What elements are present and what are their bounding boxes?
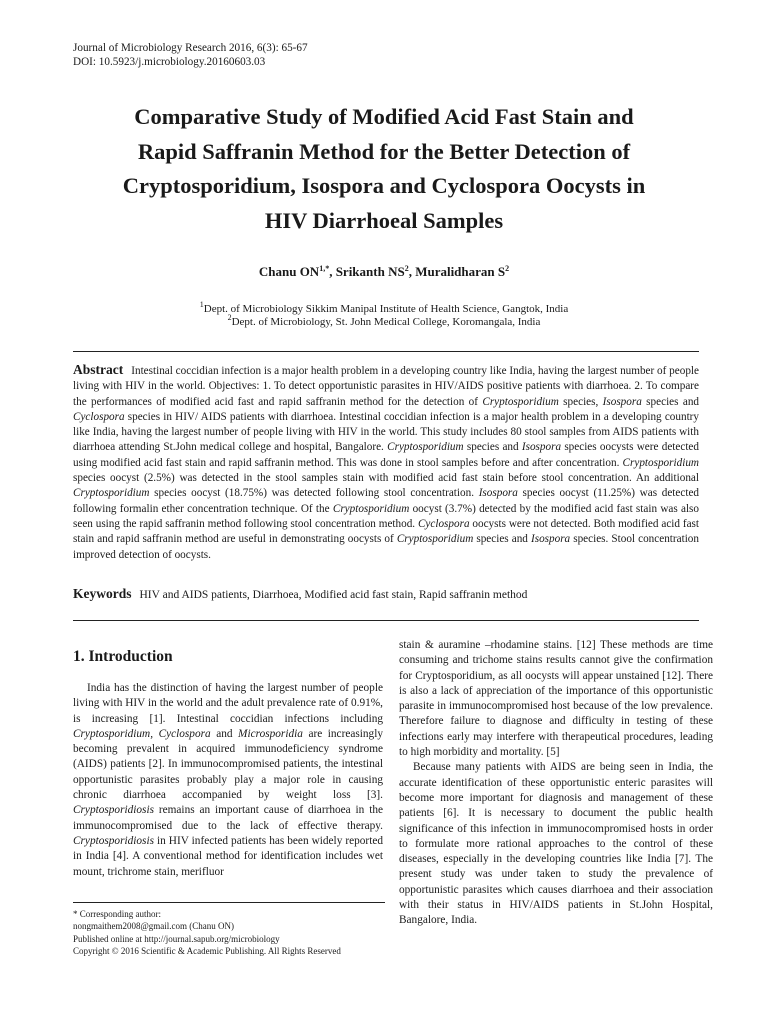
paragraph-text: and	[210, 727, 239, 740]
keywords	[73, 586, 699, 602]
title-line-3: Cryptosporidium, Isospora and Cyclospora Oocysts in	[122, 173, 646, 198]
paragraph-text: remains an important cause of diarrhoea in the immunocompromised due to the lack of effective therapy.	[73, 804, 383, 832]
author-2-sup: 2	[404, 264, 409, 273]
journal-header	[73, 42, 308, 69]
abstract-text: species and	[463, 441, 522, 454]
footnote-corresponding: * Corresponding author:	[73, 909, 161, 919]
abstract-text: species oocyst (18.75%) was detected following stool concentration.	[149, 487, 479, 500]
abstract-text: species. Stool concentration improved detection of oocysts.	[73, 533, 699, 561]
title-line-2: Rapid Saffranin Method for the Better Detection of	[137, 138, 631, 164]
abstract-italic: Isospora	[478, 487, 518, 500]
affiliation-2	[60, 313, 708, 329]
paragraph-italic: Cryptosporidium, Cyclospora	[73, 727, 211, 740]
abstract-italic: Cryptosporidium	[482, 395, 559, 408]
section-heading-introduction: 1. Introduction	[73, 648, 173, 665]
paragraph-italic: Cryptosporidiosis	[73, 834, 154, 847]
right-paragraph-2: Because many patients with AIDS are being seen in India, the accurate identification of these opportunistic enteric parasites will become more important for diagnosis and management of these patients [6]. It is necessary to document the public health significance of this infection in immunocompromised hosts in order to formulate more rational approaches to the control of these diseases, especially in the developing countries like India [7]. The present study was under taken to study the prevalence of opportunistic parasites which causes diarrhoea and their association with their status in HIV/AIDS patients in St.John Hospital, Bangalore, India.	[399, 761, 713, 927]
abstract-text: species oocysts were detected using modified acid fast stain and rapid saffranin method. This was done in stool samples before and after concentration.	[73, 441, 699, 469]
paragraph-italic: Cryptosporidiosis	[73, 804, 154, 817]
abstract-text: species and	[641, 395, 700, 408]
author-1-sup: 1,*	[319, 264, 330, 273]
affiliations	[60, 300, 708, 329]
left-column	[73, 681, 383, 880]
title-line-1: Comparative Study of Modified Acid Fast Stain and	[134, 104, 634, 129]
abstract-text: species,	[558, 395, 603, 408]
abstract-text: Intestinal coccidian infection is a major health problem in a developing country like India, having the largest number of people living with HIV in the world. Objectives: 1. To detect opportunistic parasites in HIV/AIDS positive patients with diarrhoea. 2. To compare the performances of modified acid fast and rapid saffranin method for the detection of	[73, 365, 699, 408]
abstract-italic: Cryptosporidium	[396, 533, 474, 546]
keywords-text: HIV and AIDS patients, Diarrhoea, Modified acid fast stain, Rapid saffranin method	[139, 589, 528, 601]
abstract-italic: Isospora	[602, 395, 642, 408]
footnote-email: nongmaithem2008@gmail.com (Chanu ON)	[73, 921, 235, 932]
footnote-copyright: Copyright © 2016 Scientific & Academic Publishing. All Rights Reserved	[73, 945, 341, 956]
title-line-4: HIV Diarrhoeal Samples	[264, 207, 504, 233]
paragraph-italic: Microsporidia	[238, 727, 303, 740]
abstract-text: oocyst (3.7%) detected by the modified acid fast stain was also seen using the rapid saffranin method following stool concentration method.	[73, 502, 700, 530]
footnote-published: Published online at http://journal.sapub.org/microbiology	[73, 933, 280, 944]
affiliation-1-sup: 1	[199, 300, 204, 309]
abstract-italic: Cryptosporidium	[622, 456, 699, 469]
journal-citation: Journal of Microbiology Research 2016, 6(3): 65-67	[73, 42, 308, 54]
keywords-heading: Keywords	[73, 586, 132, 601]
paper-title	[60, 100, 708, 238]
abstract-text: species and	[473, 533, 531, 546]
abstract	[73, 362, 699, 563]
journal-doi: DOI: 10.5923/j.microbiology.20160603.03	[73, 55, 266, 68]
author-3-sup: 2	[505, 264, 510, 273]
paragraph-text: in HIV infected patients has been widely reported in India [4]. A conventional method for identification includes wet mount, trichrome stain, merifluor	[73, 834, 383, 878]
paragraph-text: India has the distinction of having the largest number of people living with HIV in the world and the adult prevalence rate of 0.91%, is increasing [1]. Intestinal coccidian infections including	[73, 682, 383, 725]
affiliation-2-sup: 2	[227, 313, 232, 322]
abstract-text: oocysts were not detected. Both modified acid fast stain and rapid saffranin method are useful in demonstrating oocysts of	[73, 517, 699, 546]
footnote-rule	[73, 902, 385, 903]
abstract-text: species in HIV/ AIDS patients with diarrhoea. Intestinal coccidian infection is a major health problem in a developing country like India, having the largest number of people living with HIV in the world. This study includes 80 stool samples from AIDS patients with diarrhoea attending St.John medical college and hospital, Bangalore.	[73, 410, 699, 454]
intro-paragraph-1	[73, 681, 383, 880]
abstract-text: species oocyst (2.5%) was detected in the stool samples stain with modified acid fast stain before stool concentration. An additional	[73, 472, 699, 485]
keywords-bottom-rule	[73, 620, 699, 621]
author-list	[60, 264, 708, 280]
paragraph-text: are increasingly becoming prevalent in acquired immunodeficiency syndrome (AIDS) patients [2]. In immunocompromised patients, the intestinal opportunistic parasites probably play a major role in causing chronic diarrhoea accompanied by weight loss [3].	[73, 727, 383, 802]
affiliation-2-text: Dept. of Microbiology, St. John Medical College, Koromangala, India	[231, 316, 541, 328]
abstract-heading: Abstract	[73, 362, 124, 377]
abstract-italic: Cyclospora	[417, 517, 470, 530]
abstract-italic: Isospora	[521, 441, 562, 454]
right-column	[399, 638, 713, 929]
author-3: , Muralidharan S	[408, 264, 506, 279]
footnote	[73, 908, 383, 957]
abstract-italic: Cryptosporidium	[332, 502, 410, 515]
abstract-text: species oocyst (11.25%) was detected following formalin ether concentration technique. Of the	[73, 487, 700, 515]
abstract-italic: Cryptosporidium	[387, 441, 464, 454]
affiliation-1-text: Dept. of Microbiology Sikkim Manipal Institute of Health Science, Gangtok, India	[203, 303, 569, 315]
right-paragraph-1: stain & auramine –rhodamine stains. [12] These methods are time consuming and trichome stains results cannot give the confirmation for Cryptosporidium, as all oocysts will appear unstained [12]. There is also a lack of appreciation of the importance of this opportunistic parasite in immunocompromised host because of the low prevalence. Therefore failure to diagnose and difficulty in testing of these infections early may interfere with therapeutical procedures, leading to high morbidity and mortality. [5]	[399, 639, 713, 759]
abstract-top-rule	[73, 351, 699, 352]
author-1: Chanu ON	[258, 264, 320, 279]
abstract-italic: Cryptosporidium	[73, 487, 150, 500]
abstract-italic: Cyclospora	[73, 410, 125, 423]
affiliation-1	[60, 300, 708, 316]
abstract-italic: Isospora	[530, 533, 571, 546]
author-2: , Srikanth NS	[329, 264, 405, 279]
